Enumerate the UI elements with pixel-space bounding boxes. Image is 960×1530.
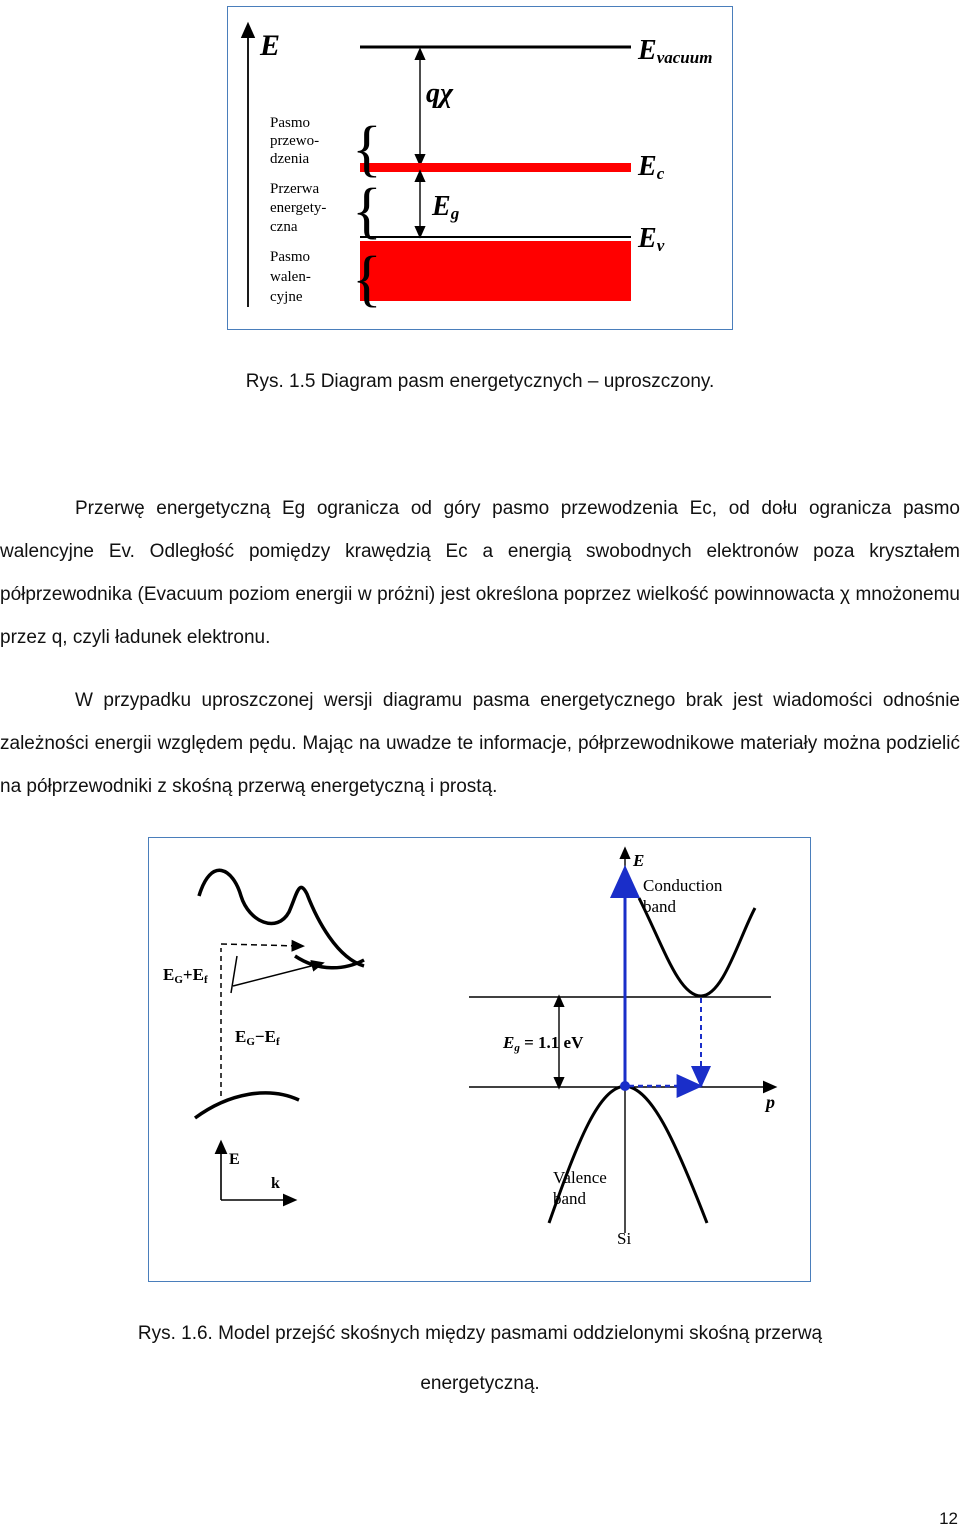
conduction-band-edge (360, 163, 631, 172)
band-diagram-figure (227, 6, 733, 330)
svg-text:walen-: walen- (270, 269, 311, 285)
svg-text:Przerwa: Przerwa (270, 181, 320, 197)
gap-label (270, 181, 326, 235)
gap-value-label: Eg = 1.1 eV (503, 1033, 584, 1054)
page-number: 12 (939, 1509, 958, 1528)
svg-text:Pasmo: Pasmo (270, 249, 311, 265)
electron-affinity-label: qχ (426, 78, 454, 109)
figure-2-caption-line-2: energetyczną. (420, 1373, 540, 1394)
transition-segment (231, 956, 237, 993)
eg-plus-ef-label: EG+Ef (163, 965, 208, 986)
valence-top-point (620, 1081, 630, 1091)
paragraph-1 (0, 487, 960, 659)
svg-text:Pasmo: Pasmo (270, 115, 311, 131)
svg-text:energety-: energety- (270, 200, 327, 216)
right-panel (469, 851, 775, 1248)
figure-1-caption: Rys. 1.5 Diagram pasm energetycznych – uproszczony. (245, 371, 715, 392)
svg-text:przewo-: przewo- (270, 133, 320, 149)
svg-text:czna: czna (270, 219, 298, 235)
paragraph-2 (0, 679, 960, 808)
phonon-transition-solid (233, 964, 319, 986)
valence-band-block (360, 241, 631, 301)
eg-minus-ef-label: EG−Ef (235, 1027, 280, 1048)
valence-level-label: Ev (638, 223, 665, 255)
conduction-band-label (270, 115, 319, 167)
band-diagram-svg (228, 7, 731, 328)
vacuum-level-label: Evacuum (638, 35, 713, 67)
energy-axis-label: E (260, 29, 281, 62)
upper-band-curve (199, 870, 364, 966)
figure-2-caption-line-1: Rys. 1.6. Model przejść skośnych między pasmami oddzielonymi skośną przerwą (137, 1323, 823, 1344)
left-energy-label: E (229, 1151, 240, 1168)
indirect-transition-figure (148, 837, 811, 1282)
lower-band-curve (195, 1093, 299, 1118)
svg-text:cyjne: cyjne (270, 289, 303, 305)
phonon-transition-dashed (221, 944, 299, 946)
left-k-label: k (271, 1175, 280, 1192)
paragraph-2-text: W przypadku uproszczonej wersji diagramu pasma energetycznego brak jest wiadomości odnośnie zależności energii względem pędu. Mając na uwadze te informacje, półprzewodnikowe materiały można podzielić na półprzewodniki z skośną przerwą energetyczną i prostą. (0, 690, 960, 797)
svg-text:dzenia: dzenia (270, 151, 310, 167)
conduction-brace: { (352, 115, 382, 183)
left-panel (163, 870, 364, 1200)
band-gap-label: Eg (432, 191, 460, 223)
right-energy-label: E (633, 851, 645, 870)
valence-band-label: Valence band (553, 1168, 607, 1208)
momentum-axis-label: p (766, 1092, 775, 1112)
gap-brace: { (352, 177, 382, 245)
conduction-band-label: Conduction band (643, 876, 723, 916)
conduction-level-label: Ec (638, 151, 665, 183)
valence-brace: { (352, 245, 382, 313)
valence-band-label (270, 249, 311, 305)
paragraph-1-text: Przerwę energetyczną Eg ogranicza od góry pasmo przewodzenia Ec, od dołu ogranicza pasmo walencyjne Ev. Odległość pomiędzy krawędzią Ec a energią swobodnych elektronów poza kryształem półprzewodnika (Evacuum poziom energii w próżni) jest określona poprzez wielkość powinnowacta χ mnożonemu przez q, czyli ładunek elektronu. (0, 498, 960, 648)
material-label: Si (617, 1229, 632, 1248)
indirect-transition-svg (149, 838, 809, 1280)
